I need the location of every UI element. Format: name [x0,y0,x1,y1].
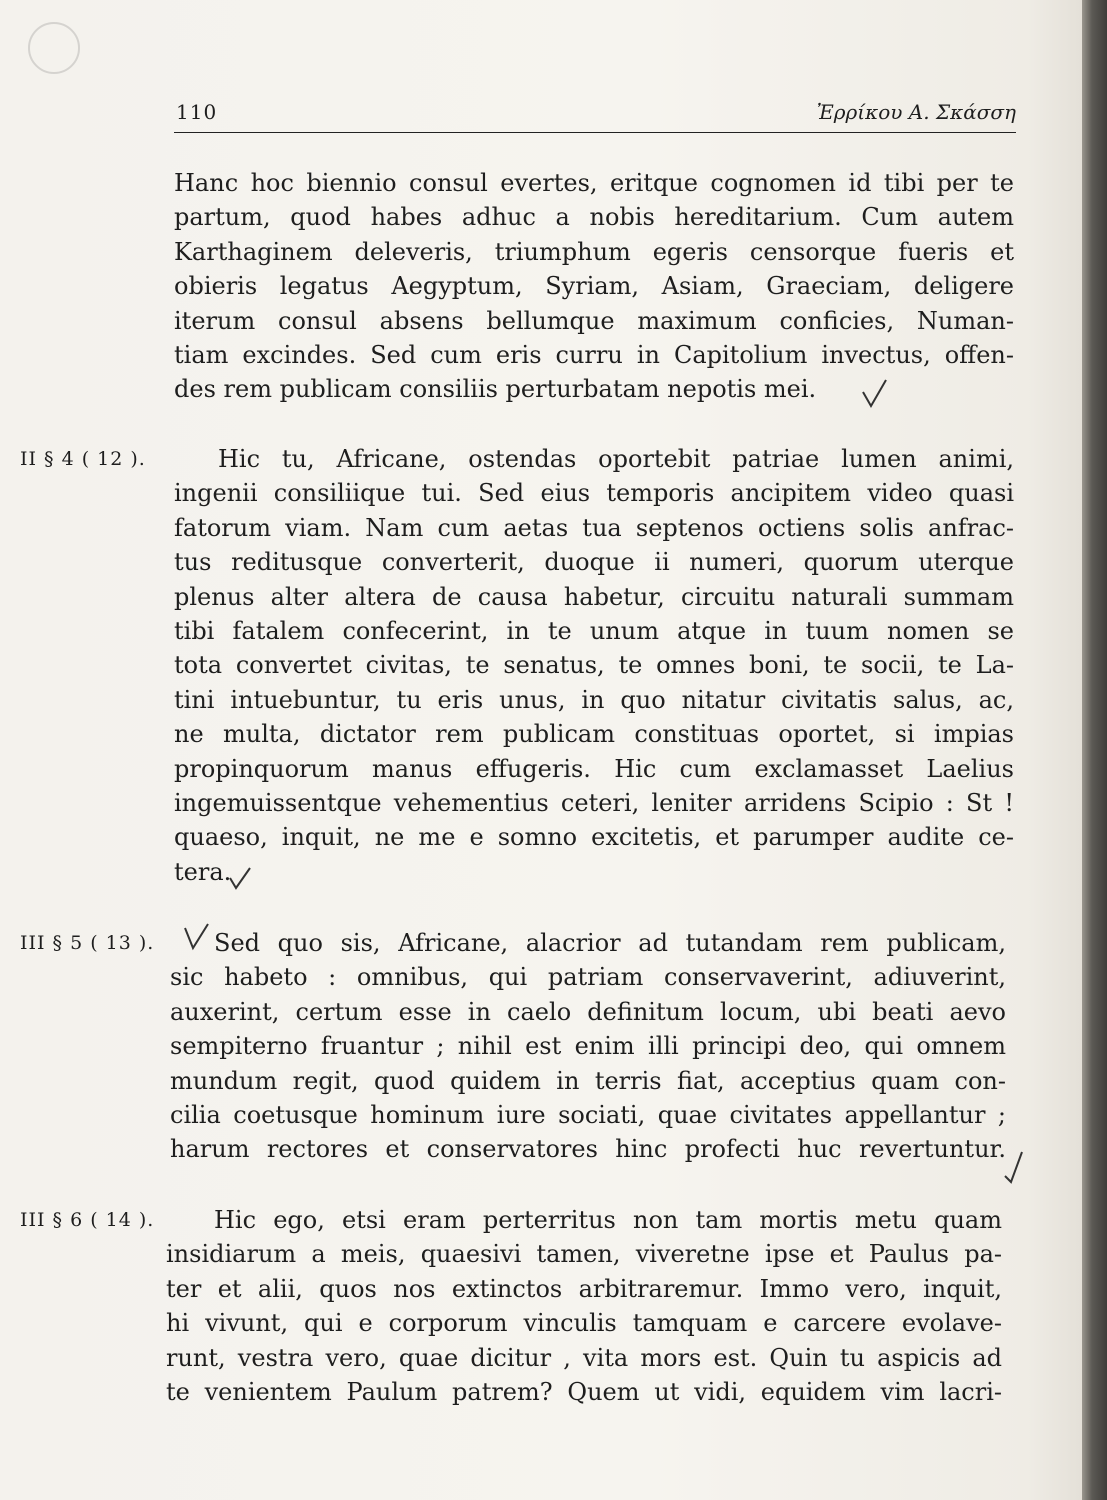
text-line: propinquorum manus effugeris. Hic cum exclamasset Laelius [174,754,1014,783]
text-line: tibi fatalem confecerint, in te unum atque in tuum nomen se [174,617,1014,646]
text-line: Hic tu, Africane, ostendas oportebit patriae lumen animi, [218,445,1014,473]
text-line: tini intuebuntur, tu eris unus, in quo nitatur civitatis salus, ac, [174,685,1014,714]
text-line: sempiterno fruantur ; nihil est enim illi principi deo, qui omnem [170,1032,1006,1061]
text-line: tera. [174,857,232,886]
text-line: des rem publicam consiliis perturbatam nepotis mei. [174,375,817,404]
pencil-check-mark [860,378,890,412]
text-line: tota convertet civitas, te senatus, te omnes boni, te socii, te La- [174,651,1014,680]
text-line: harum rectores et conservatores hinc profecti huc revertuntur. [170,1135,1006,1164]
page-number: 110 [176,100,218,124]
text-line: Sed quo sis, Africane, alacrior ad tutandam rem publicam, [214,929,1006,957]
text-line: cilia coetusque hominum iure sociati, quae civitates appellantur ; [170,1101,1006,1130]
text-line: ingemuissentque vehementius ceteri, leniter arridens Scipio : St ! [174,789,1014,818]
running-head: Ἐρρίκου Α. Σκάσση [816,100,1016,124]
text-line: mundum regit, quod quidem in terris fiat, acceptius quam con- [170,1066,1006,1095]
text-line: quaeso, inquit, ne me e somno excitetis, et parumper audite ce- [174,823,1014,852]
pencil-check-mark [226,860,256,894]
text-line: plenus alter altera de causa habetur, circuitu naturali summam [174,582,1014,611]
text-line: te venientem Paulum patrem? Quem ut vidi, equidem vim lacri- [166,1378,1002,1407]
book-spine-shadow [1082,0,1107,1500]
text-line: ingenii consiliique tui. Sed eius temporis ancipitem video quasi [174,479,1014,508]
library-stamp [28,22,80,74]
text-line: iterum consul absens bellumque maximum conficies, Numan- [174,306,1014,335]
text-line: ne multa, dictator rem publicam constituas oportet, si impias [174,720,1014,749]
text-line: auxerint, certum esse in caelo definitum locum, ubi beati aevo [170,997,1006,1026]
text-line: obieris legatus Aegyptum, Syriam, Asiam, Graeciam, deligere [174,272,1014,301]
text-line: tiam excindes. Sed cum eris curru in Capitolium invectus, offen- [174,341,1014,370]
text-line: hi vivunt, qui e corporum vinculis tamquam e carcere evolave- [166,1309,1002,1338]
paragraph-2 [174,442,1014,889]
text-line: ter et alii, quos nos extinctos arbitraremur. Immo vero, inquit, [166,1274,1002,1303]
pencil-check-mark [1002,1150,1032,1184]
text-line: tus reditusque converterit, duoque ii numeri, quorum uterque [174,548,1014,577]
paragraph-4 [166,1203,1002,1409]
text-line: Hanc hoc biennio consul evertes, eritque cognomen id tibi per te [174,169,1014,197]
text-line: Hic ego, etsi eram perterritus non tam mortis metu quam [214,1206,1002,1234]
section-marker: III § 5 ( 13 ). [20,932,155,954]
text-line: fatorum viam. Nam cum aetas tua septenos octiens solis anfrac- [174,513,1014,542]
text-line: partum, quod habes adhuc a nobis hereditarium. Cum autem [174,203,1014,232]
text-line: insidiarum a meis, quaesivi tamen, viveretne ipse et Paulus pa- [166,1240,1002,1269]
text-line: runt, vestra vero, quae dicitur , vita mors est. Quin tu aspicis ad [166,1343,1002,1372]
page-header [174,98,1016,133]
paragraph-1 [174,166,1014,407]
section-marker: II § 4 ( 12 ). [20,448,146,470]
paragraph-3 [170,926,1006,1167]
text-line: sic habeto : omnibus, qui patriam conservaverint, adiuverint, [170,963,1006,992]
section-marker: III § 6 ( 14 ). [20,1209,155,1231]
text-line: Karthaginem deleveris, triumphum egeris censorque fueris et [174,237,1014,266]
